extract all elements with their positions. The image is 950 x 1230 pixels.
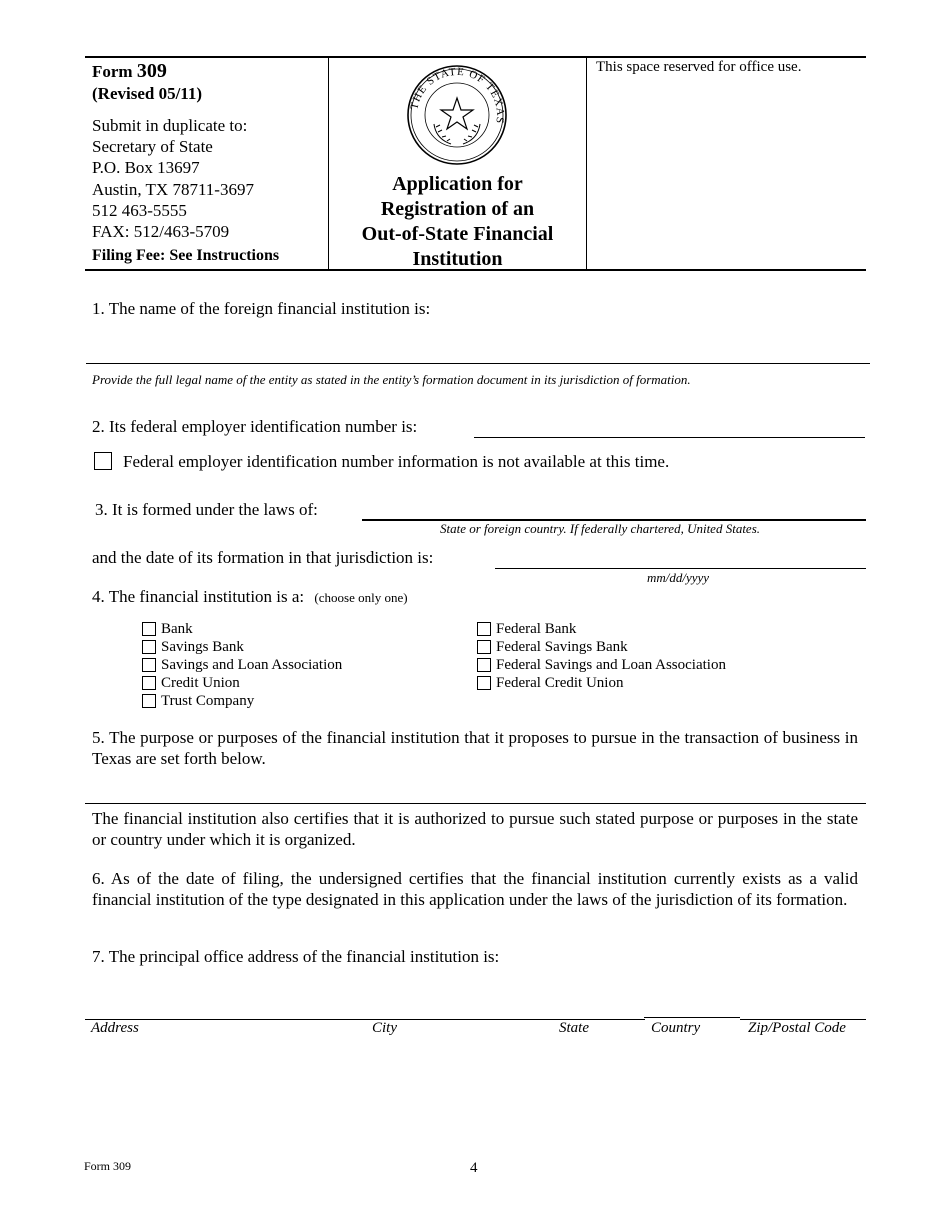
item4-label <box>92 586 408 608</box>
option-label: Federal Savings Bank <box>496 639 628 655</box>
city-input[interactable] <box>370 993 550 1017</box>
form-title <box>330 172 585 272</box>
option-label: Bank <box>161 621 193 637</box>
form-label: Form <box>92 62 133 81</box>
institution-name-line <box>86 363 870 364</box>
footer-form-label: Form 309 <box>84 1159 132 1173</box>
option-checkbox-savings-bank[interactable] <box>142 640 156 654</box>
option-label: Savings and Loan Association <box>161 657 343 673</box>
option-checkbox-federal-savings-loan[interactable] <box>477 658 491 672</box>
submit-line: Austin, TX 78711-3697 <box>92 179 254 199</box>
fein-input[interactable] <box>475 412 865 436</box>
option-checkbox-bank[interactable] <box>142 622 156 636</box>
title-line: Institution <box>412 248 503 270</box>
option-label: Credit Union <box>161 675 240 691</box>
item4-label-text: 4. The financial institution is a: <box>92 587 305 606</box>
zip-caption: Zip/Postal Code <box>748 1020 846 1036</box>
header-right-divider <box>586 57 587 269</box>
item5-text: 5. The purpose or purposes of the financial institution that it proposes to pursue in the transaction of business in Texas are set forth below. <box>92 728 858 768</box>
formation-date-label: and the date of its formation in that jurisdiction is: <box>92 548 434 567</box>
submit-line: P.O. Box 13697 <box>92 158 200 178</box>
item1-label: 1. The name of the foreign financial institution is: <box>92 299 431 318</box>
option-label: Savings Bank <box>161 639 244 655</box>
country-caption: Country <box>651 1020 701 1036</box>
form-number: 309 <box>136 60 167 82</box>
jurisdiction-input[interactable] <box>364 494 864 518</box>
header-left-divider <box>328 57 329 269</box>
header-top-rule <box>85 56 866 58</box>
state-caption: State <box>559 1020 589 1036</box>
office-use-note: This space reserved for office use. <box>596 59 802 75</box>
option-label: Federal Savings and Loan Association <box>496 657 726 673</box>
item2-label: 2. Its federal employer identification number is: <box>92 417 418 436</box>
svg-text:THE STATE OF TEXAS: THE STATE OF TEXAS <box>408 65 507 125</box>
item6-text: 6. As of the date of filing, the undersigned certifies that the financial institution currently exists as a valid financial institution of the type designated in this application under the laws of the jurisdiction of its formation. <box>92 869 858 909</box>
state-input[interactable] <box>558 993 640 1017</box>
option-label: Federal Credit Union <box>496 675 624 691</box>
fein-line <box>474 437 865 438</box>
submit-line: 512 463-5555 <box>92 200 187 220</box>
item1-note: Provide the full legal name of the entity as stated in the entity’s formation document in its jurisdiction of formation. <box>92 372 691 387</box>
purpose-line <box>85 803 866 804</box>
zip-input[interactable] <box>746 993 864 1017</box>
submit-address <box>92 115 322 242</box>
revised-date: (Revised 05/11) <box>92 84 203 103</box>
option-checkbox-federal-bank[interactable] <box>477 622 491 636</box>
title-line: Application for <box>392 173 523 195</box>
option-checkbox-savings-loan[interactable] <box>142 658 156 672</box>
address-caption: Address <box>91 1020 139 1036</box>
jurisdiction-hint: State or foreign country. If federally chartered, United States. <box>440 521 761 536</box>
option-checkbox-federal-credit-union[interactable] <box>477 676 491 690</box>
formation-date-line <box>495 568 866 569</box>
form-number-block <box>92 60 322 105</box>
choose-one-note: (choose only one) <box>314 590 408 605</box>
formation-date-input[interactable] <box>497 543 863 567</box>
submit-line: Secretary of State <box>92 137 213 157</box>
option-checkbox-trust-company[interactable] <box>142 694 156 708</box>
item3-label: 3. It is formed under the laws of: <box>95 500 318 519</box>
institution-name-input[interactable] <box>90 336 865 360</box>
option-label: Federal Bank <box>496 621 577 637</box>
texas-seal-icon <box>406 64 508 166</box>
option-label: Trust Company <box>161 693 255 709</box>
submit-line: Submit in duplicate to: <box>92 116 248 135</box>
city-caption: City <box>372 1020 397 1036</box>
country-input[interactable] <box>648 993 738 1017</box>
address-input[interactable] <box>88 993 358 1017</box>
item5-certify: The financial institution also certifies that it is authorized to pursue such stated purpose or purposes in the state or country under which it is organized. <box>92 809 858 849</box>
item7-label: 7. The principal office address of the financial institution is: <box>92 947 500 966</box>
page-number: 4 <box>470 1160 478 1176</box>
formation-date-hint: mm/dd/yyyy <box>647 570 710 585</box>
title-line: Registration of an <box>380 198 535 220</box>
option-checkbox-federal-savings-bank[interactable] <box>477 640 491 654</box>
purpose-input[interactable] <box>88 776 864 800</box>
submit-line: FAX: 512/463-5709 <box>92 222 230 242</box>
fein-unavailable-label: Federal employer identification number information is not available at this time. <box>123 452 670 471</box>
filing-fee: Filing Fee: See Instructions <box>92 247 280 264</box>
fein-unavailable-checkbox[interactable] <box>94 452 112 470</box>
option-checkbox-credit-union[interactable] <box>142 676 156 690</box>
country-line <box>644 1017 740 1018</box>
title-line: Out-of-State Financial <box>361 223 554 245</box>
